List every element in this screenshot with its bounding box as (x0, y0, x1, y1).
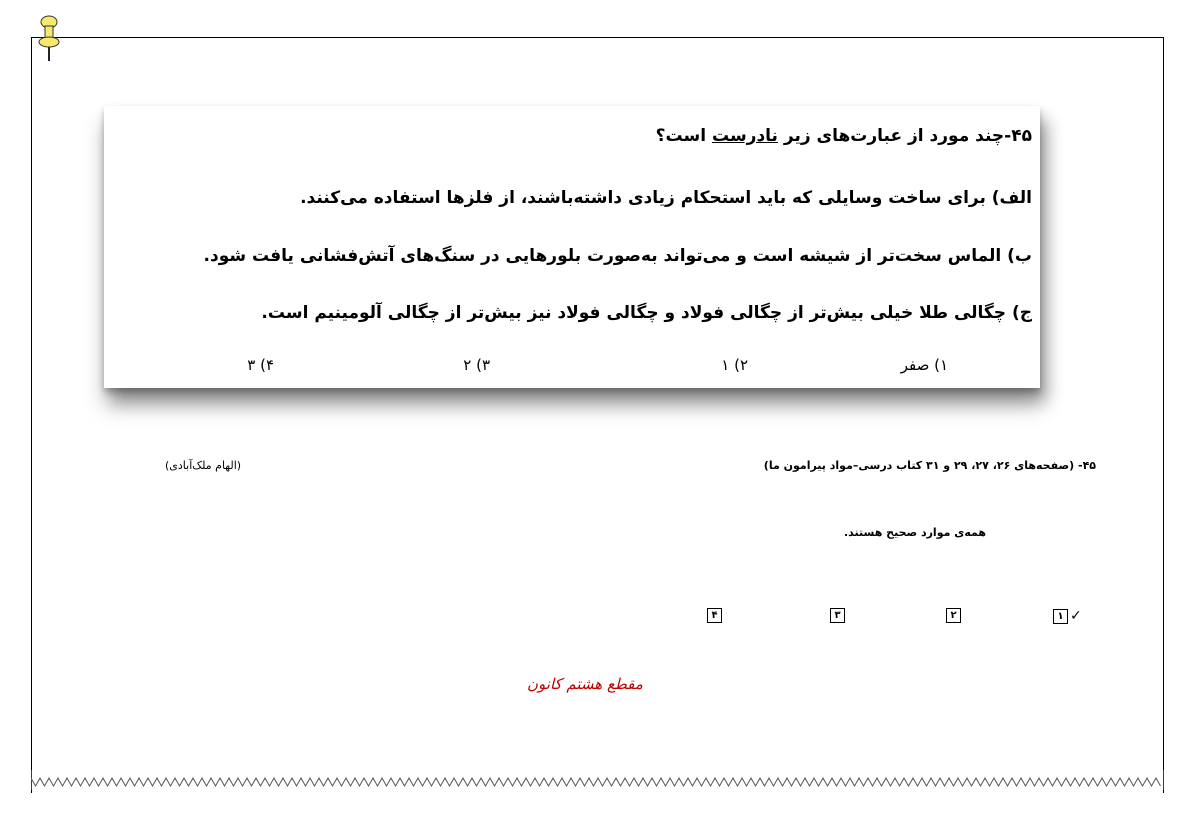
check-icon: ✓ (1070, 608, 1082, 624)
option-4[interactable]: ۴) ۳ (247, 356, 274, 374)
answer-author: (الهام ملک‌آبادی) (165, 459, 242, 472)
answer-choice-1[interactable] (1053, 608, 1082, 624)
option-3[interactable]: ۳) ۲ (463, 356, 490, 374)
option-1[interactable]: ۱) صفر (900, 356, 948, 374)
answer-text: همه‌ی موارد صحیح هستند. (843, 526, 986, 539)
answer-choices (0, 608, 1191, 630)
answer-choice-3[interactable] (830, 608, 845, 623)
statement-jim: ج) چگالی طلا خیلی بیش‌تر از چگالی فولاد و چگالی فولاد نیز بیش‌تر از چگالی آلومینیم است. (261, 303, 1032, 323)
options-row (104, 356, 1040, 382)
zigzag-bottom-edge (31, 770, 1164, 790)
answer-choice-2[interactable] (946, 608, 961, 623)
question-title-end: است؟ (655, 126, 712, 146)
question-title (656, 126, 1032, 146)
answer-choice-4[interactable] (707, 608, 722, 623)
choice-box-3: ۳ (830, 608, 845, 623)
choice-box-1: ۱ (1053, 609, 1068, 624)
pushpin-icon[interactable] (36, 14, 66, 62)
question-title-underlined: نادرست (711, 126, 778, 146)
option-2[interactable]: ۲) ۱ (721, 356, 748, 374)
question-number: ۴۵- (1004, 126, 1032, 146)
statement-be: ب) الماس سخت‌تر از شیشه است و می‌تواند به‌صورت بلورهایی در سنگ‌های آتش‌فشانی یافت شود. (203, 246, 1032, 266)
choice-box-4: ۴ (707, 608, 722, 623)
section-label: مقطع هشتم کانون (527, 675, 643, 693)
choice-box-2: ۲ (946, 608, 961, 623)
question-card (104, 106, 1040, 388)
statement-alef: الف) برای ساخت وسایلی که باید استحکام زیادی داشته‌باشند، از فلزها استفاده می‌کنند. (300, 188, 1032, 208)
question-title-start: چند مورد از عبارت‌های زیر (777, 126, 1005, 146)
answer-heading: ۴۵- (صفحه‌های ۲۶، ۲۷، ۲۹ و ۳۱ کتاب درسی–مواد پیرامون ما) (763, 459, 1096, 472)
